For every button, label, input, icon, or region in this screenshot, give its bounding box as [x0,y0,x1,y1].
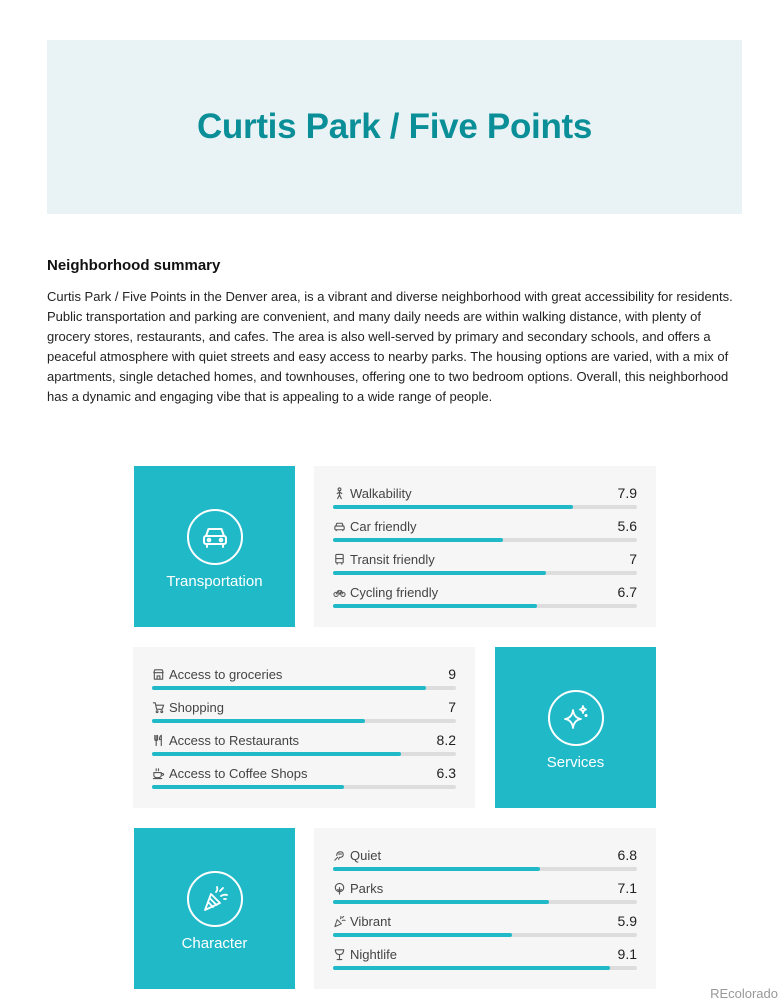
score-bar [152,785,456,789]
metric-shopping: Shopping 7 [152,696,456,729]
summary-text: Curtis Park / Five Points in the Denver area, is a vibrant and diverse neighborhood with great accessibility for residents. Public transportation and parking are convenient, and many daily needs are within walking distance, with plenty of grocery stores, restaurants, and cafes. The area is also well-served by primary and secondary schools, and offers a peaceful atmosphere with quiet streets and easy access to nearby parks. The housing options are varied, with a mix of apartments, single detached homes, and townhouses, offering one to two bedroom options. Overall, this neighborhood has a dynamic and engaging vibe that is appealing to a wide range of people. [47,289,733,404]
walk-icon [333,487,346,500]
score-bar [333,966,637,970]
metric-quiet: Quiet 6.8 [333,844,637,877]
summary-heading: Neighborhood summary [47,257,221,274]
bike-icon [333,586,346,599]
score-bar [152,686,456,690]
services-tile [495,647,656,808]
party-icon [187,871,243,927]
metric-access-to-restaurants: Access to Restaurants 8.2 [152,729,456,762]
score-bar [333,538,637,542]
score-bar [333,505,637,509]
metric-parks: Parks 7.1 [333,877,637,910]
car-small-icon [333,520,346,533]
metric-vibrant: Vibrant 5.9 [333,910,637,943]
character-tile [134,828,295,989]
score-bar [152,719,456,723]
quiet-icon [333,849,346,862]
metric-walkability: Walkability 7.9 [333,482,637,515]
hero-banner [47,40,742,214]
score-bar [333,571,637,575]
tile-label: Services [546,754,605,771]
transportation-panel [314,466,656,627]
metric-nightlife: Nightlife 9.1 [333,943,637,976]
footer-brand: REcolorado [710,986,778,1001]
confetti-icon [333,915,346,928]
score-bar [333,933,637,937]
services-panel [133,647,475,808]
metric-cycling-friendly: Cycling friendly 6.7 [333,581,637,614]
character-panel [314,828,656,989]
fork-knife-icon [152,734,165,747]
transportation-tile [134,466,295,627]
glass-icon [333,948,346,961]
metric-access-to-coffee-shops: Access to Coffee Shops 6.3 [152,762,456,795]
metric-access-to-groceries: Access to groceries 9 [152,663,456,696]
score-bar [333,604,637,608]
store-icon [152,668,165,681]
coffee-icon [152,767,165,780]
tile-label: Character [181,935,248,952]
tile-label: Transportation [166,573,263,590]
metric-transit-friendly: Transit friendly 7 [333,548,637,581]
bus-icon [333,553,346,566]
car-icon [187,509,243,565]
cart-icon [152,701,165,714]
metric-car-friendly: Car friendly 5.6 [333,515,637,548]
score-bar [333,900,637,904]
score-bar [333,867,637,871]
sparkle-icon [548,690,604,746]
score-bar [152,752,456,756]
page-title: Curtis Park / Five Points [196,107,593,146]
tree-icon [333,882,346,895]
